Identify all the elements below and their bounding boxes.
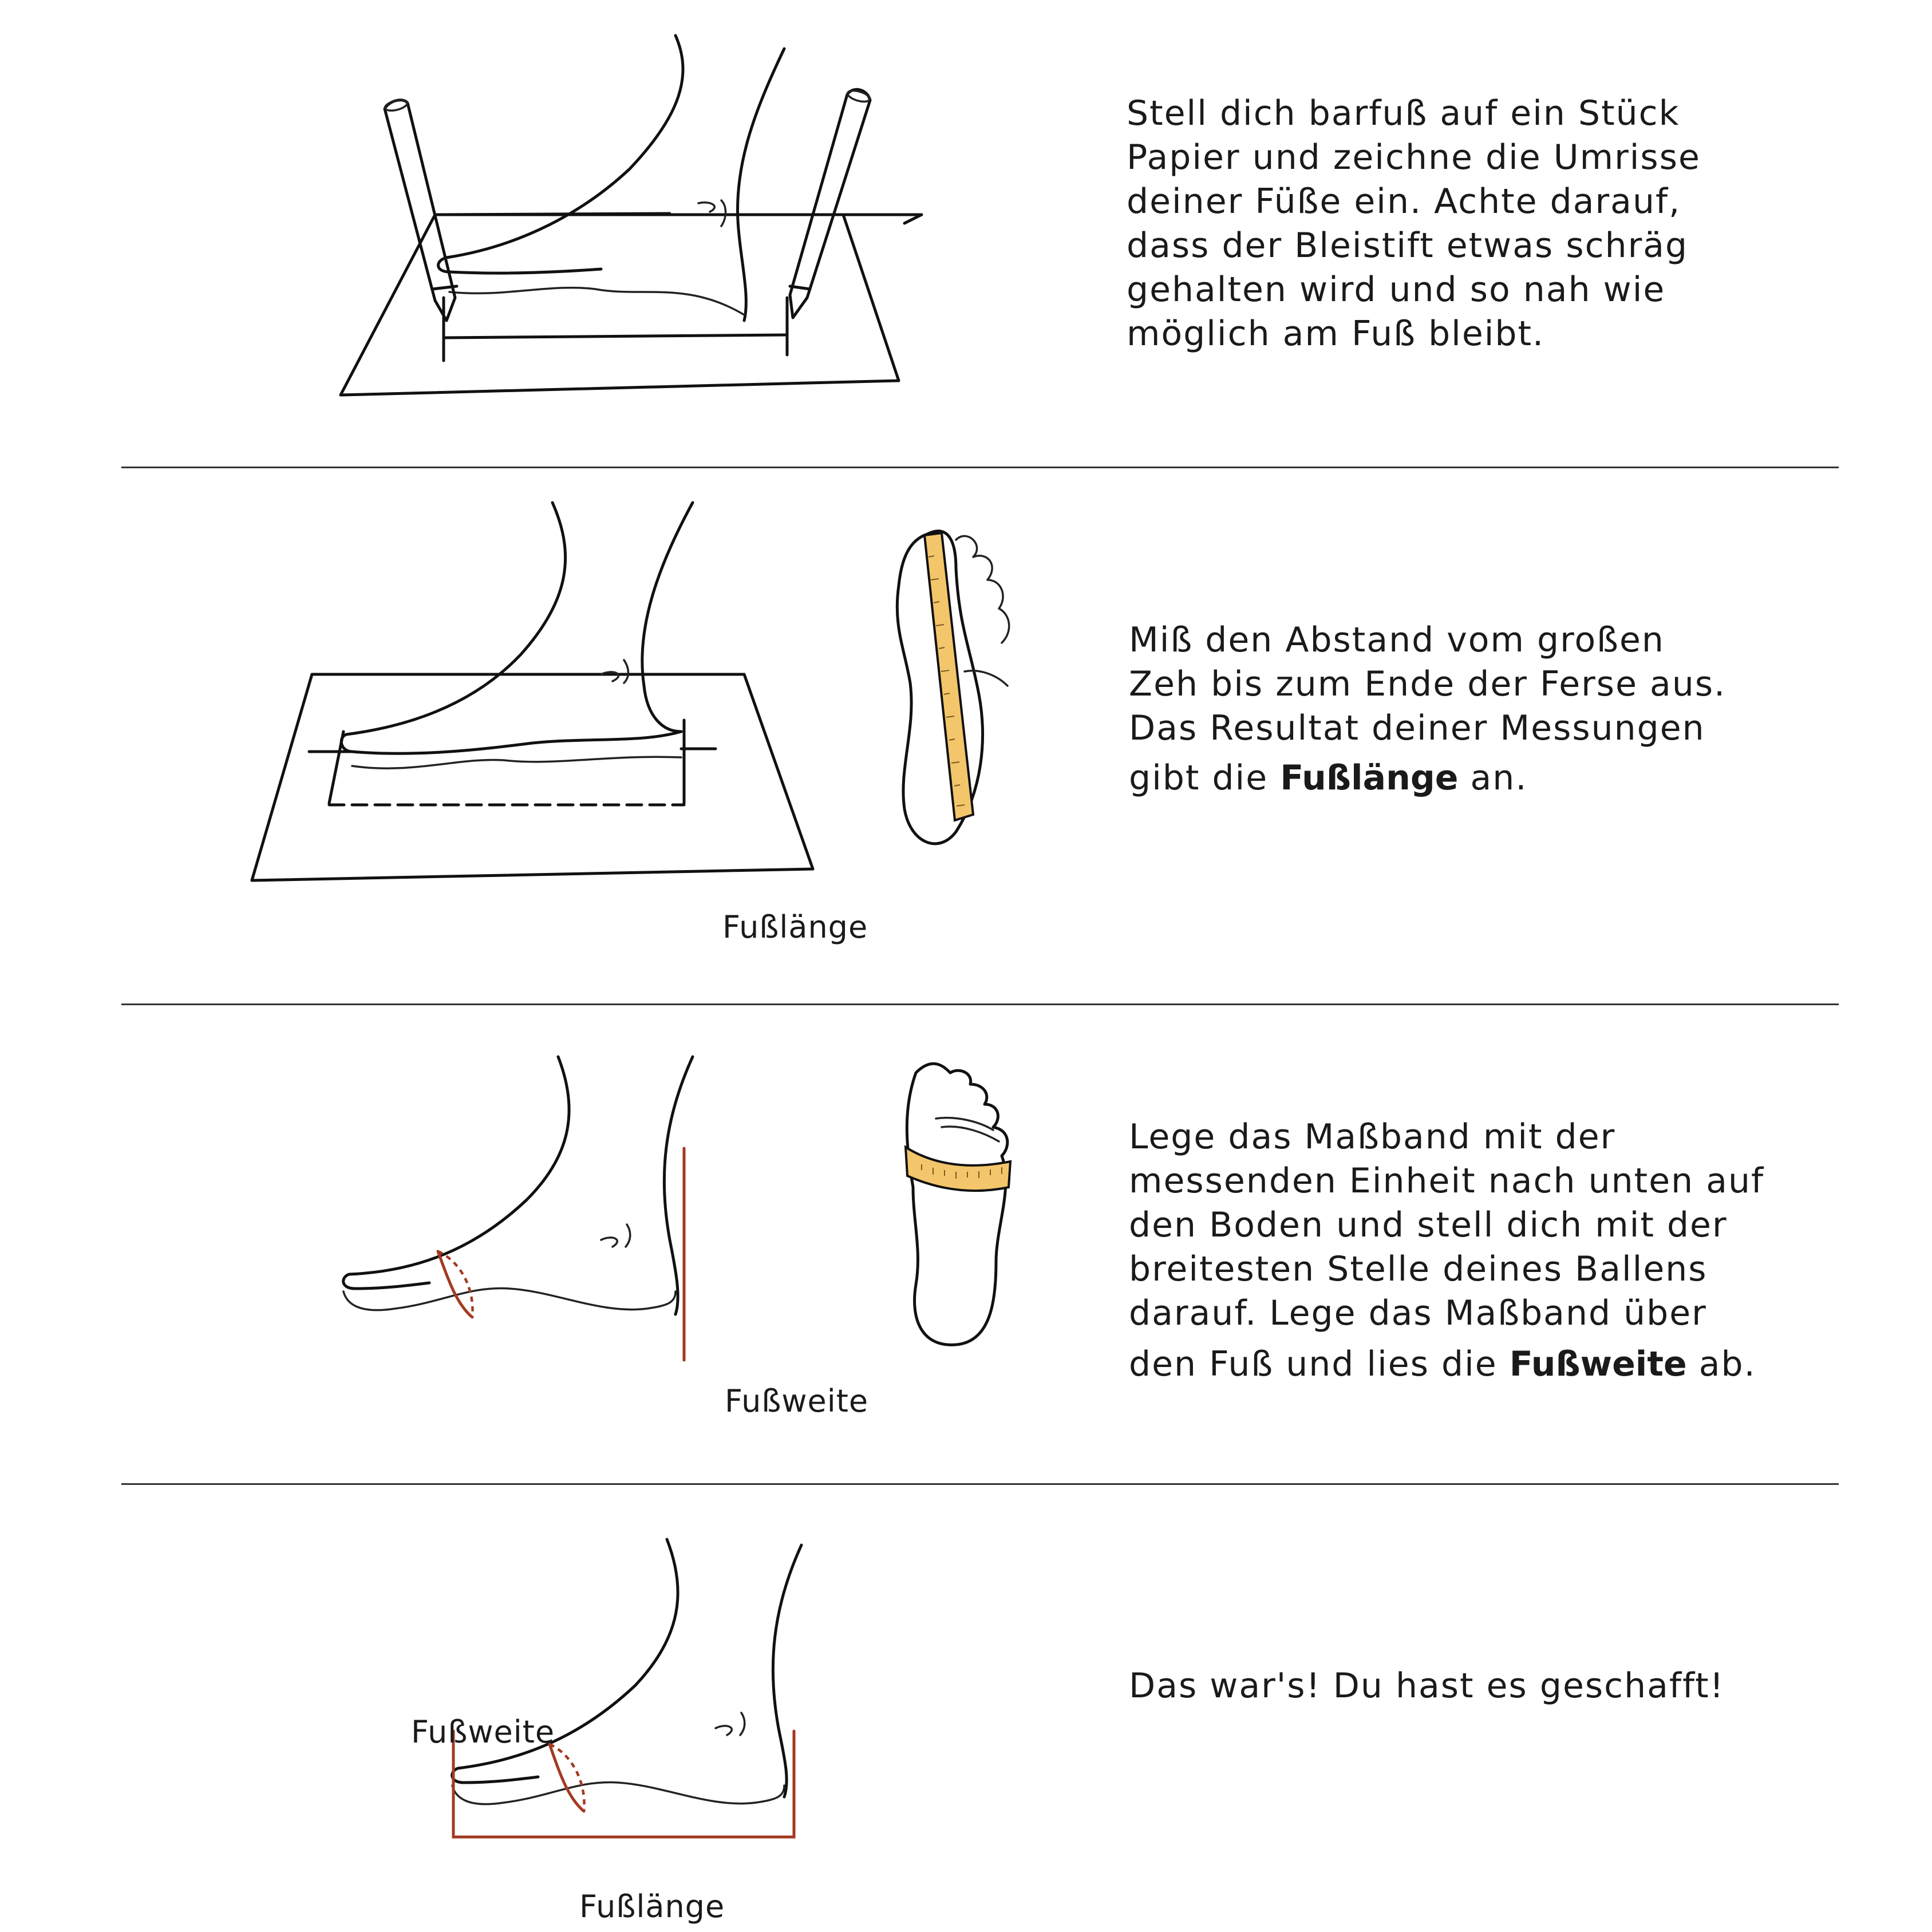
step-2-line-last [1129, 756, 1726, 800]
foot-width-term: Fußweite [1509, 1344, 1687, 1384]
step-3-line-after: ab. [1686, 1344, 1756, 1384]
foot-length-caption: Fußlänge [722, 909, 868, 945]
step-3-text [1129, 1115, 1764, 1386]
step-1 [0, 0, 1932, 467]
step-2-text [1129, 618, 1726, 800]
foot-length-illustration [246, 531, 876, 886]
step-3-line: breitesten Stelle deines Ballens [1129, 1249, 1708, 1289]
step-2 [0, 468, 1932, 1003]
step-1-line: deiner Füße ein. Achte darauf, [1127, 181, 1681, 222]
step-1-line: dass der Bleistift etwas schräg [1127, 226, 1689, 266]
step-3-line: darauf. Lege das Maßband über [1129, 1293, 1707, 1333]
sole-tape-illustration [899, 1056, 1030, 1353]
step-3 [0, 1005, 1932, 1483]
step-3-line-before: den Fuß und lies die [1129, 1344, 1510, 1384]
trace-foot-illustration [332, 29, 916, 406]
step-3-line: messenden Einheit nach unten auf [1129, 1161, 1765, 1201]
foot-width-caption: Fußweite [725, 1383, 869, 1419]
step-1-line: gehalten wird und so nah wie [1127, 270, 1666, 310]
final-foot-width-caption: Fußweite [411, 1714, 555, 1750]
step-2-line-after: an. [1458, 758, 1528, 798]
step-1-line: Stell dich barfuß auf ein Stück [1127, 93, 1680, 133]
step-1-line: Papier und zeichne die Umrisse [1127, 137, 1701, 177]
step-1-text [1127, 92, 1701, 356]
step-2-line-before: gibt die [1129, 758, 1281, 798]
step-2-line: Das Resultat deiner Messungen [1129, 708, 1705, 748]
step-4-text: Das war's! Du hast es geschafft! [1129, 1666, 1725, 1706]
foot-width-illustration [338, 1062, 704, 1383]
step-3-line: den Boden und stell dich mit der [1129, 1205, 1728, 1245]
step-4 [0, 1485, 1932, 1932]
foot-length-term: Fußlänge [1280, 758, 1459, 798]
step-3-line-last [1129, 1342, 1764, 1386]
step-1-line: möglich am Fuß bleibt. [1127, 314, 1545, 354]
final-foot-length-caption: Fußlänge [579, 1888, 725, 1925]
step-2-line: Miß den Abstand vom großen [1129, 620, 1665, 660]
step-2-line: Zeh bis zum Ende der Ferse aus. [1129, 664, 1726, 704]
sole-ruler-illustration [893, 523, 1030, 843]
step-3-line: Lege das Maßband mit der [1129, 1117, 1616, 1157]
